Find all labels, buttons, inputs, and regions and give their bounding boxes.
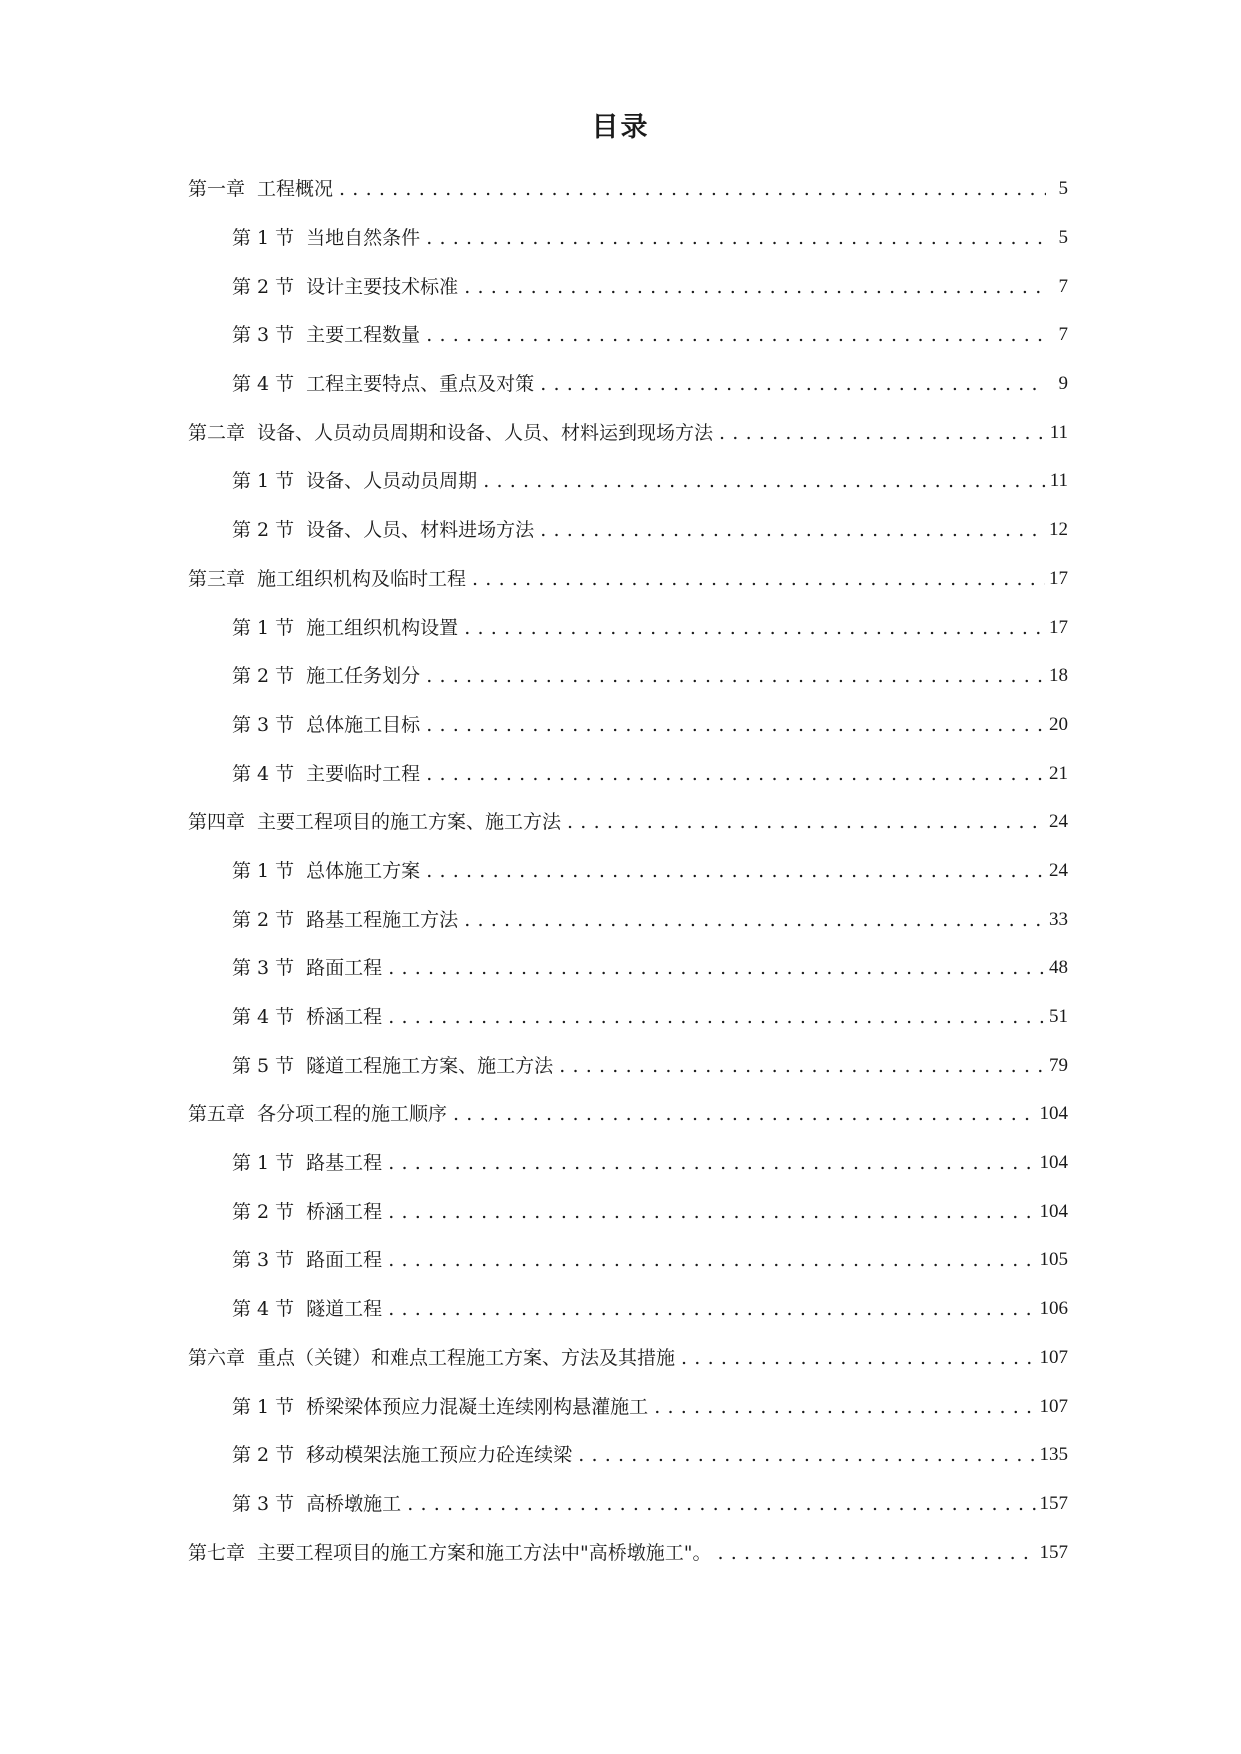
toc-page-number: 17	[1049, 567, 1068, 589]
toc-entry-label	[232, 615, 464, 641]
toc-entry-number: 第 1 节	[232, 859, 295, 882]
toc-entry-text: 施工组织机构设置	[306, 616, 459, 639]
toc-entry-number: 第 4 节	[232, 1006, 295, 1029]
toc-section-entry[interactable]	[232, 1236, 1068, 1285]
toc-entry-number: 第 4 节	[232, 373, 295, 396]
toc-entry-number: 第一章	[188, 178, 246, 201]
toc-entry-text: 路面工程	[306, 1249, 383, 1272]
toc-entry-number: 第 3 节	[232, 957, 295, 980]
toc-page-number: 135	[1039, 1444, 1068, 1466]
toc-entry-label	[232, 907, 464, 933]
toc-entry-label	[232, 1442, 578, 1468]
toc-entry-number: 第 1 节	[232, 227, 295, 250]
toc-section-entry[interactable]	[232, 1285, 1068, 1334]
toc-page-number: 24	[1049, 859, 1068, 881]
toc-dot-leader	[388, 1247, 1035, 1273]
toc-dot-leader	[426, 663, 1045, 689]
toc-entry-number: 第 2 节	[232, 275, 295, 298]
toc-entry-text: 高桥墩施工	[306, 1492, 402, 1515]
toc-entry-text: 施工任务划分	[306, 665, 421, 688]
toc-section-entry[interactable]	[232, 1139, 1068, 1188]
toc-dot-leader	[426, 225, 1046, 251]
toc-entry-label	[232, 858, 426, 884]
toc-entry-number: 第 3 节	[232, 1492, 295, 1515]
toc-page-number: 18	[1049, 665, 1068, 687]
toc-page-number: 5	[1058, 227, 1068, 249]
toc-page-number: 104	[1039, 1152, 1068, 1174]
toc-page-number: 33	[1049, 908, 1068, 930]
toc-entry-number: 第 5 节	[232, 1054, 295, 1077]
toc-entry-text: 工程主要特点、重点及对策	[306, 373, 535, 396]
toc-entry-label	[232, 1150, 388, 1176]
toc-entry-number: 第 3 节	[232, 1249, 295, 1272]
toc-chapter-entry[interactable]	[188, 1090, 1068, 1139]
toc-entry-text: 设备、人员动员周期和设备、人员、材料运到现场方法	[257, 421, 714, 444]
toc-page-number: 5	[1058, 178, 1068, 200]
toc-entry-label	[188, 1101, 453, 1127]
toc-entry-number: 第 1 节	[232, 1152, 295, 1175]
toc-entry-label	[232, 712, 426, 738]
toc-entry-number: 第二章	[188, 421, 246, 444]
toc-section-entry[interactable]	[232, 311, 1068, 360]
toc-entry-number: 第三章	[188, 567, 246, 590]
toc-dot-leader	[339, 176, 1046, 202]
toc-page-number: 48	[1049, 957, 1068, 979]
toc-dot-leader	[578, 1442, 1035, 1468]
toc-entry-label	[232, 1004, 388, 1030]
toc-entry-text: 总体施工目标	[306, 713, 421, 736]
toc-entry-number: 第 1 节	[232, 1395, 295, 1418]
toc-entry-label	[232, 274, 464, 300]
toc-entry-number: 第六章	[188, 1346, 246, 1369]
toc-entry-text: 路基工程	[306, 1152, 383, 1175]
toc-entry-number: 第 4 节	[232, 1298, 295, 1321]
toc-entry-text: 移动模架法施工预应力砼连续梁	[306, 1444, 573, 1467]
toc-page-number: 106	[1039, 1298, 1068, 1320]
toc-dot-leader	[559, 1053, 1045, 1079]
toc-entry-text: 重点（关键）和难点工程施工方案、方法及其措施	[257, 1346, 676, 1369]
toc-dot-leader	[388, 1199, 1035, 1225]
toc-section-entry[interactable]	[232, 993, 1068, 1042]
toc-entry-text: 工程概况	[257, 178, 334, 201]
toc-section-entry[interactable]	[232, 749, 1068, 798]
toc-entry-label	[188, 566, 472, 592]
toc-section-entry[interactable]	[232, 895, 1068, 944]
toc-entry-label	[232, 663, 426, 689]
toc-dot-leader	[426, 322, 1046, 348]
toc-entry-text: 总体施工方案	[306, 859, 421, 882]
toc-entry-number: 第 1 节	[232, 616, 295, 639]
toc-page-number: 104	[1039, 1103, 1068, 1125]
toc-section-entry[interactable]	[232, 457, 1068, 506]
toc-dot-leader	[654, 1394, 1035, 1420]
toc-section-entry[interactable]	[232, 652, 1068, 701]
toc-dot-leader	[426, 712, 1045, 738]
toc-section-entry[interactable]	[232, 944, 1068, 993]
toc-dot-leader	[719, 420, 1046, 446]
toc-entry-label	[232, 1053, 559, 1079]
toc-entry-number: 第 1 节	[232, 470, 295, 493]
toc-dot-leader	[483, 468, 1046, 494]
toc-entry-label	[188, 176, 339, 202]
toc-entry-text: 桥涵工程	[306, 1006, 383, 1029]
toc-dot-leader	[464, 615, 1045, 641]
toc-section-entry[interactable]	[232, 847, 1068, 896]
toc-entry-number: 第 2 节	[232, 519, 295, 542]
toc-page-number: 24	[1049, 811, 1068, 833]
toc-entry-label	[232, 1199, 388, 1225]
toc-entry-label	[232, 371, 540, 397]
toc-page-number: 157	[1039, 1492, 1068, 1514]
toc-entry-text: 主要临时工程	[306, 762, 421, 785]
toc-page-number: 9	[1058, 373, 1068, 395]
toc-page-number: 7	[1058, 324, 1068, 346]
toc-page-number: 107	[1039, 1395, 1068, 1417]
toc-page-number: 11	[1049, 421, 1068, 443]
toc-entry-text: 各分项工程的施工顺序	[257, 1103, 448, 1126]
toc-dot-leader	[464, 907, 1045, 933]
toc-section-entry[interactable]	[232, 1041, 1068, 1090]
toc-dot-leader	[426, 761, 1045, 787]
toc-dot-leader	[453, 1101, 1035, 1127]
toc-entry-text: 主要工程数量	[306, 324, 421, 347]
toc-page-number: 105	[1039, 1249, 1068, 1271]
toc-entry-text: 路面工程	[306, 957, 383, 980]
toc-page-number: 107	[1039, 1346, 1068, 1368]
toc-section-entry[interactable]	[232, 506, 1068, 555]
toc-entry-text: 当地自然条件	[306, 227, 421, 250]
toc-section-entry[interactable]	[232, 214, 1068, 263]
toc-page-number: 104	[1039, 1200, 1068, 1222]
toc-dot-leader	[407, 1491, 1035, 1517]
toc-entry-label	[188, 1345, 681, 1371]
toc-dot-leader	[388, 1004, 1045, 1030]
toc-section-entry[interactable]	[232, 1187, 1068, 1236]
toc-dot-leader	[464, 274, 1046, 300]
toc-entry-text: 隧道工程施工方案、施工方法	[306, 1054, 554, 1077]
toc-chapter-entry[interactable]	[188, 1334, 1068, 1383]
toc-entry-number: 第 2 节	[232, 665, 295, 688]
toc-page-number: 20	[1049, 713, 1068, 735]
toc-entry-label	[232, 1247, 388, 1273]
toc-entry-label	[232, 1394, 654, 1420]
toc-entry-number: 第 2 节	[232, 908, 295, 931]
toc-entry-number: 第四章	[188, 811, 246, 834]
toc-entry-text: 设备、人员、材料进场方法	[306, 519, 535, 542]
toc-chapter-entry[interactable]	[188, 408, 1068, 457]
toc-page-number: 79	[1049, 1054, 1068, 1076]
toc-dot-leader	[472, 566, 1045, 592]
toc-entry-label	[232, 322, 426, 348]
toc-dot-leader	[681, 1345, 1035, 1371]
toc-entry-number: 第 3 节	[232, 713, 295, 736]
toc-entry-label	[232, 955, 388, 981]
toc-section-entry[interactable]	[232, 262, 1068, 311]
toc-entry-text: 主要工程项目的施工方案和施工方法中"高桥墩施工"。	[257, 1541, 712, 1564]
toc-chapter-entry[interactable]	[188, 798, 1068, 847]
toc-entry-number: 第七章	[188, 1541, 246, 1564]
toc-section-entry[interactable]	[232, 1480, 1068, 1529]
toc-dot-leader	[718, 1540, 1036, 1566]
toc-entry-number: 第 3 节	[232, 324, 295, 347]
toc-page-number: 21	[1049, 762, 1068, 784]
toc-chapter-entry[interactable]	[188, 165, 1068, 214]
toc-dot-leader	[540, 371, 1046, 397]
toc-entry-label	[232, 517, 540, 543]
toc-entry-text: 设备、人员动员周期	[306, 470, 478, 493]
toc-entry-label	[188, 420, 719, 446]
toc-dot-leader	[540, 517, 1045, 543]
toc-page-number: 11	[1049, 470, 1068, 492]
toc-entry-label	[232, 225, 426, 251]
toc-page-number: 51	[1049, 1006, 1068, 1028]
toc-section-entry[interactable]	[232, 1431, 1068, 1480]
toc-entry-text: 隧道工程	[306, 1298, 383, 1321]
toc-entry-number: 第五章	[188, 1103, 246, 1126]
toc-page-number: 7	[1058, 275, 1068, 297]
toc-entry-number: 第 4 节	[232, 762, 295, 785]
toc-entry-label	[188, 1540, 718, 1566]
page-title: 目录	[591, 112, 650, 143]
toc-chapter-entry[interactable]	[188, 1528, 1068, 1577]
toc-entry-text: 路基工程施工方法	[306, 908, 459, 931]
toc-page-number: 17	[1049, 616, 1068, 638]
toc-entry-label	[232, 1296, 388, 1322]
toc-dot-leader	[426, 858, 1045, 884]
toc-entry-text: 设计主要技术标准	[306, 275, 459, 298]
toc-entry-number: 第 2 节	[232, 1444, 295, 1467]
toc-page-number: 157	[1039, 1541, 1068, 1563]
toc-entry-text: 施工组织机构及临时工程	[257, 567, 467, 590]
toc-entry-label	[232, 1491, 407, 1517]
toc-chapter-entry[interactable]	[188, 555, 1068, 604]
toc-section-entry[interactable]	[232, 1382, 1068, 1431]
toc-entry-number: 第 2 节	[232, 1200, 295, 1223]
toc-entry-label	[232, 761, 426, 787]
toc-entry-text: 桥梁梁体预应力混凝土连续刚构悬灌施工	[306, 1395, 649, 1418]
toc-page-number: 12	[1049, 519, 1068, 541]
toc-dot-leader	[388, 1150, 1035, 1176]
toc-section-entry[interactable]	[232, 603, 1068, 652]
toc-entry-label	[188, 809, 567, 835]
table-of-contents	[0, 165, 1241, 1577]
toc-dot-leader	[388, 955, 1045, 981]
toc-dot-leader	[388, 1296, 1035, 1322]
toc-entry-label	[232, 468, 483, 494]
toc-section-entry[interactable]	[232, 360, 1068, 409]
toc-dot-leader	[567, 809, 1045, 835]
toc-section-entry[interactable]	[232, 701, 1068, 750]
toc-entry-text: 桥涵工程	[306, 1200, 383, 1223]
toc-entry-text: 主要工程项目的施工方案、施工方法	[257, 811, 562, 834]
